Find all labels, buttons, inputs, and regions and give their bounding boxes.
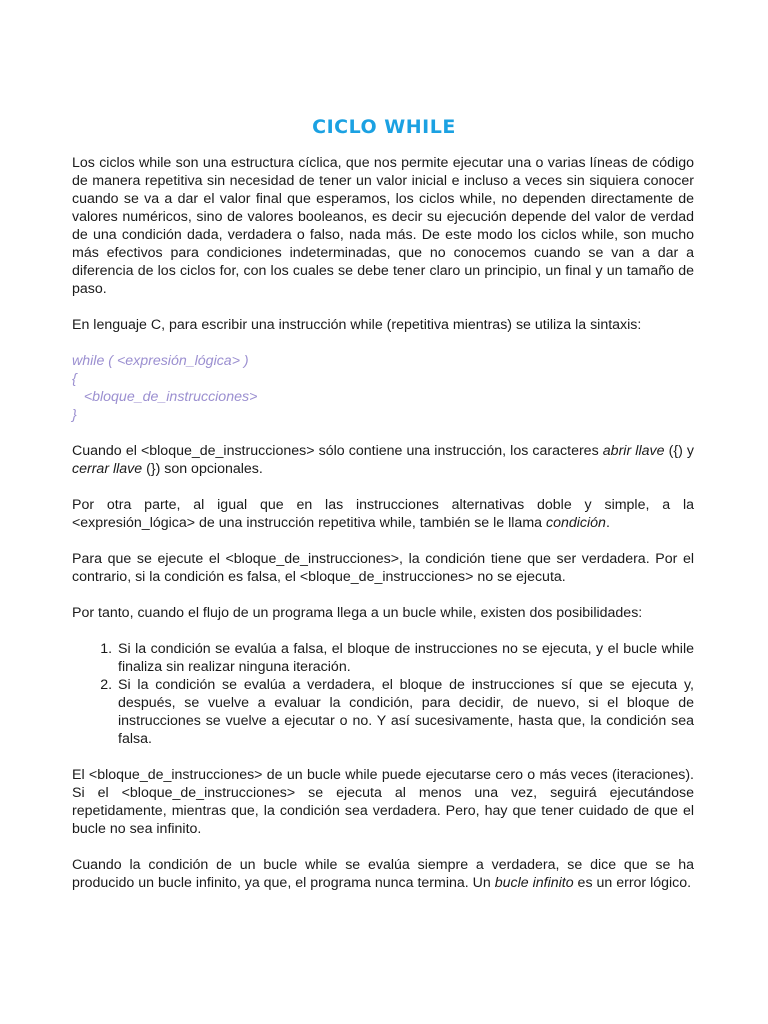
- condition-paragraph: [72, 496, 694, 532]
- italic-term: abrir llave: [602, 443, 665, 459]
- italic-term: cerrar llave: [72, 461, 143, 477]
- code-line: while ( <expresión_lógica> ): [72, 353, 249, 369]
- text-run: Cuando la condición de un bucle while se evalúa siempre a verdadera, se dice que se ha producido un bucle infinito, ya que, el programa nunca termina. Un: [72, 857, 694, 891]
- italic-term: condición: [545, 515, 606, 531]
- possibilities-list: [72, 640, 694, 748]
- iterations-paragraph: El <bloque_de_instrucciones> de un bucle while puede ejecutarse cero o más veces (iteraciones). Si el <bloque_de_instrucciones> se ejecuta al menos una vez, seguirá ejecutándose repetidamente, mientras que, la condición sea verdadera. Pero, hay que tener cuidado de que el bucle no sea infinito.: [72, 767, 694, 837]
- text-run: Cuando el <bloque_de_instrucciones> sólo contiene una instrucción, los caracteres: [72, 443, 603, 459]
- text-run: .: [605, 515, 610, 531]
- possibilities-paragraph: Por tanto, cuando el flujo de un programa llega a un bucle while, existen dos posibilidades:: [72, 605, 643, 621]
- infinite-loop-paragraph: [72, 856, 694, 892]
- intro-paragraph: Los ciclos while son una estructura cíclica, que nos permite ejecutar una o varias líneas de código de manera repetitiva sin necesidad de tener un valor inicial e incluso a veces sin siquiera conocer cuando se va a dar el valor final que esperamos, los ciclos while, no dependen directamente de valores numéricos, sino de valores booleanos, es decir su ejecución depende del valor de verdad de una condición dada, verdadera o falso, nada más. De este modo los ciclos while, son mucho más efectivos para condiciones indeterminadas, que no conocemos cuando se van a dar a diferencia de los ciclos for, con los cuales se debe tener claro un principio, un final y un tamaño de paso.: [72, 155, 694, 297]
- list-item: 1. Si la condición se evalúa a falsa, el bloque de instrucciones no se ejecuta, y el bucle while finaliza sin realizar ninguna iteración.: [116, 640, 694, 676]
- italic-term: bucle infinito: [494, 875, 574, 891]
- syntax-code-block: [72, 352, 694, 424]
- list-item: 2. Si la condición se evalúa a verdadera, el bloque de instrucciones sí que se ejecuta y, después, se vuelve a evaluar la condición, para decidir, de nuevo, si el bloque de instrucciones se vuelve a ejecutar o no. Y así sucesivamente, hasta que, la condición sea falsa.: [116, 676, 694, 748]
- text-run: Por otra parte, al igual que en las instrucciones alternativas doble y simple, a la <expresión_lógica> de una instrucción repetitiva while, también se le llama: [72, 497, 694, 531]
- execution-paragraph: Para que se ejecute el <bloque_de_instrucciones>, la condición tiene que ser verdadera. Por el contrario, si la condición es falsa, el <bloque_de_instrucciones> no se ejecuta.: [72, 551, 694, 585]
- text-run: (}) son opcionales.: [142, 461, 263, 477]
- code-line: <bloque_de_instrucciones>: [72, 389, 258, 405]
- braces-paragraph: [72, 442, 694, 478]
- document-body: [72, 154, 694, 910]
- text-run: es un error lógico.: [573, 875, 692, 891]
- code-line: }: [72, 407, 77, 423]
- code-line: {: [72, 371, 77, 387]
- text-run: ({) y: [664, 443, 694, 459]
- page-title: CICLO WHILE: [312, 116, 456, 138]
- syntax-intro-paragraph: En lenguaje C, para escribir una instrucción while (repetitiva mientras) se utiliza la sintaxis:: [72, 317, 642, 333]
